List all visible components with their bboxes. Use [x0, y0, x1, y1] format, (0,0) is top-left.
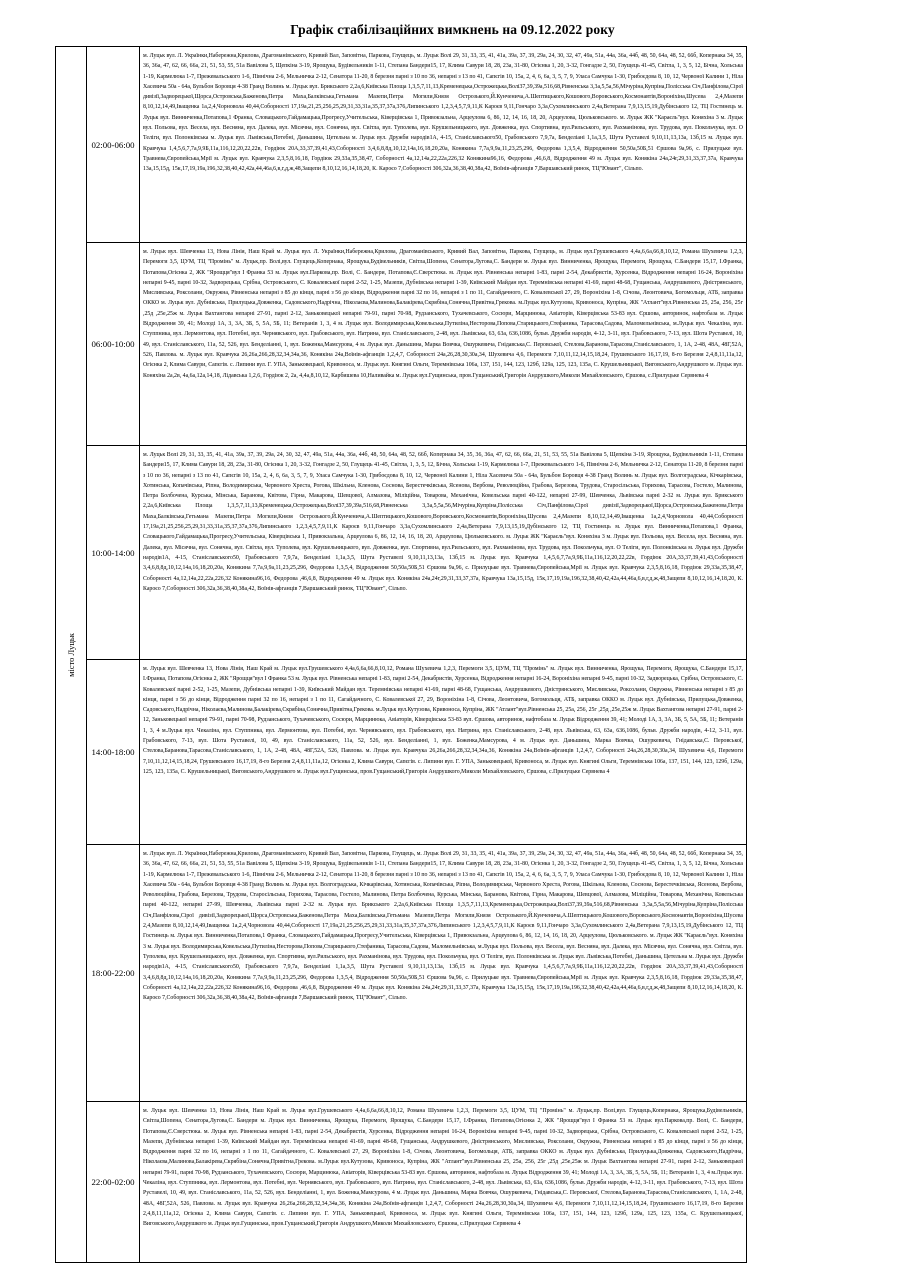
streets-list: м. Луцьк вул. Л. Українки,Набережна,Крилова, Драгоманівського, Кривий Вал, Заповітна, Паркова, Глущець, м. Луцьк Волі 29, 31, 33, 35, 41, 41а, 39а, 37, 39, 29а, 24, 30, 32, 47, 49а, 51а, 44а, 36а, 44б, 48, 50, 64а, 48, 52, 66б, Копернака 34, 35, 36, 36а, 47, 62, 66, 66а, 21, 51, 53, 55, 51а Вавілова 5, Щепкіна 3-19, Ярощука, Будівельників 1-11, Степана Бандери15, 17, Клима Савури 18, 28, 23а, 31-80, Огієнка 1, 20, 3-32, Гонгадзе 2, 50, Глущець 41-45, Світла, 1, 3, 5, 12, Бічна, Хольська 1-19, Кармелюка 1-7, Прежевальського 1-6, Північна 2-6, Мельничка 2-12, Сенатора 11-20, 8 березня парні з 10 по 36, непарні з 13 по 41, Сапєгів 10, 15а, 2, 4, 6, 6а, 3, 5, 7, 9, Уласа Самчука 1-30, Грибоєдова 8, 10, 12, Червоної Калини 1, Нілa Хасевича 50а - 64а, Бульбон Боровця 4-38 Гранд Волинь м. Луцьк вул. Брикського 2,2а,6,Київська Площа 1,3,5,7,11,13,Кременецька,Острожецька,Волі37,39,39а,516,68,Рівненська 3,3а,5,5а,56,Мічуріна,Купріна,Полісська Січ,Панфілова,Сірої дивізії,Задворецької,Щорса,Островська,Баженова,Петра Маха,Балківська,Гетьмана Мазепи,Петра Могили,Князя Острозького,Й.Кунченича,А.Шептицького,Кошового,Воровського,Космонавтів,Вороніхіна,Шусева 2,4,Мазепи 8,10,12,14,49,Іващенка 1а,2,4,Чорновола 40,44,Соборності 17,19а,21,25,256,25,29,31,33,31а,35,37,37а,376,Липинського 1,2,3,4,5,7,9,11,К Кароєв 9,11,Гончаро 3,3а,Сухомлинського 2,4а,Ветерана 7,9,13,15,19,Дубінського 12, ТЦ Гостинець м. Луцьк вул. Винниченка,Потапова,1 Франка, Словацького,Гайдамацька,Прогресу,Учительська, Ківерцівська 1, Привокзальна, Арцеулова 6, 86, 12, 14, 16, 18, 20, Арцеулова, Цюльковського. м. Луцьк ЖК "Караєль"вул. Коняхіна 3 м. Луцьк вул. Польова, вул. Весела, вул. Весняна, вул. Далека, вул. Місячна, вул. Сонячна, вул. Світла, вул. Туполева, вул. Крушельницького, вул. Довженка, вул. Спортивна, вул.Рильського, вул. Рахманінова, вул. Трудова, вул. Покольчука, вул. О Теліги, вул. Полонківська м. Луцьк вул. Львівська,Потебні, Даньшина, Цетельна м. Луцьк вул. Дружби народів1А, 4-15, Станіславського50, Грабовського 7,9,7а, Бенделіані 1,1а,3,5, Шута Руставелі 9,10,11,13,13а, 13б,15 м. Луцьк вул. Кравчука 1,4,5,6,7,7а,9,9Б,11а,116,12,20,22,22в, Гордіюк 20А,33,37,39,41,43,Соборності 3,4,6,8,8д,10,12,14а,16,18,20,20а, Конякина 7,7а,9,9а,11,23,25,296, Федорова 1,3,5,4, Відродження 50,50а,50Б,51 Єршова 9а,96, с. Прилуцьке вул. Травнева,Європейська,Мрії м. Луцьк вул. Кравчука 2,3,5,8,16,18, Гордіюк 29,33а,35,38,47, Соборності 4а,12,14а,22,22а,226,32 Конякина96,16, Федорова ,46,6,8, Відродження 49 м. Луцьк вул. Конякіна 24а,24г,29,31,33,37,37а, Кравчука 13а,15,15д, 15к,17,19,19а,196,32,38,40,42,42а,44,46а,6,в,г,д,ж,48,Защепи 8,10,12,16,14,18,20, К. Кароєо 7,Соборності 306,32а,36,38,40,38а,42, Воїнів-афганців 7,Варшавський ринок, ТЦ"Ювант", Сільпо. [143, 53, 743, 173]
streets-list: м. Луцьк вул. Л. Українки,Набережна,Крилова, Драгоманівського, Кривий Вал, Заповітна, Паркова, Глущець, м. Луцьк Волі 29, 31, 33, 35, 41, 41а, 39а, 37, 39, 29а, 24, 30, 32, 47, 49а, 51а, 44а, 36а, 44б, 48, 50, 64а, 48, 52, 66б, Копернака 34, 35, 36, 36а, 47, 62, 66, 66а, 21, 51, 53, 55, 51а Вавілова 5, Щепкіна 3-19, Ярощука, Будівельників 1-11, Степана Бандери15, 17, Клима Савури 18, 28, 23а, 31-80, Огієнка 1, 20, 3-32, Гонгадзе 2, 50, Глущець 41-45, Світла, 1, 3, 5, 12, Бічна, Хольська 1-19, Кармелюка 1-7, Прежевальського 1-6, Північна 2-6, Мельничка 2-12, Сенатора 11-20, 8 березня парні з 10 по 36, непарні з 13 по 41, Сапєгів 10, 15а, 2, 4, 6, 6а, 3, 5, 7, 9, Уласа Самчука 1-30, Грибоєдова 8, 10, 12, Червоної Калини 1, Нілa Хасевича 50а - 64а, Бульбон Боровця 4-38 Гранд Волинь м. Луцьк вул. Волгоградська, Кічкарівська, Хотинська, Копачівська, Ріпна, Володимирська, Червоного Хреста, Рогова, Шкільна, Кленова, Соснова, Берестечківська, Ясенова, Вербова, Революційна, Грабова, Березова, Трудова, Старосільська, Горихова, Тарасова, Гостело, Малинова, Петра Болбочена, Курська, Мінська, Баранова, Квітова, Гірна, Макарова, Шевцової, Алмазова, Міліційна, Товарова, Механічна, Ковельська парні 40-122, непарні 27-99, Шевченка, Львівська парні 2-32 м. Луцьк вул. Брикського 2,2а,6,Київська Площа 1,3,5,7,11,13,Кременецька,Острожецька,Волі37,39,39а,516,68,Рівненська 3,3а,5,5а,56,Мічуріна,Купріна,Полісська Січ,Панфілова,Сірої дивізії,Задворецької,Щорса,Островська,Баженова,Петра Маха,Балківська,Гетьмана Мазепи,Петра Могили,Князя Острозького,Й.Кунченича,А.Шептицького,Кошового,Воровського,Космонавтів,Вороніхіна,Шусева 2,4,Мазепи 8,10,12,14,49,Іващенка 1а,2,4,Чорновола 40,44,Соборності 17,19а,21,25,256,25,29,31,33,31а,35,37,37а,376,Липинського 1,2,3,4,5,7,9,11,К Кароєв 9,11,Гончаро 3,3а,Сухомлинського 2,4а,Ветерана 7,9,13,15,19,Дубінського 12, ТЦ Гостинець м. Луцьк вул. Винниченка,Потапова,1 Франка, Словацького,Гайдамацька,Прогресу,Учительська, Ківерцівська 1, Привокзальна, Арцеулова 6, 86, 12, 14, 16, 18, 20, Арцеулова, Цюльковського. м. Луцьк ЖК "Караєль"вул. Коняхіна 3 м. Луцьк вул. Володимирська,Ковельська,Путиліна,Несторова,Попова,Старицького,Стефаника, Тарасова,Садова, Маломельнівська, м.Луцьк вул. Польова, вул. Весела, вул. Весняна, вул. Далека, вул. Місячна, вул. Сонячна, вул. Світла, вул. Туполева, вул. Крушельницького, вул. Довженка, вул. Спортивна, вул.Рильського, вул. Рахманінова, вул. Трудова, вул. Покольчука, вул. О Теліги, вул. Полонківська м. Луцьк вул. Львівська,Потебні, Даньшина, Цетельна м. Луцьк вул. Дружби народів1А, 4-15, Станіславського50, Грабовського 7,9,7а, Бенделіані 1,1а,3,5, Шута Руставелі 9,10,11,13,13а, 13б,15 м. Луцьк вул. Кравчука 1,4,5,6,7,7а,9,9Б,11а,116,12,20,22,22в, Гордіюк 20А,33,37,39,41,43,Соборності 3,4,6,8,8д,10,12,14а,16,18,20,20а, Конякина 7,7а,9,9а,11,23,25,296, Федорова 1,3,5,4, Відродження 50,50а,50Б,51 Єршова 9а,96, с. Прилуцьке вул. Травнева,Європейська,Мрії м. Луцьк вул. Кравчука 2,3,5,8,16,18, Гордіюк 29,33а,35,38,47, Соборності 4а,12,14а,22,22а,226,32 Конякина96,16, Федорова ,46,6,8, Відродження 49 м. Луцьк вул. Конякіна 24а,24г,29,31,33,37,37а, Кравчука 13а,15,15д, 15к,17,19,19а,196,32,38,40,42,42а,44,46а,6,в,г,д,ж,48,Защепи 8,10,12,16,14,18,20, К. Кароєо 7,Соборності 306,32а,36,38,40,38а,42, Воїнів-афганців 7,Варшавський ринок, ТЦ"Ювант", Сільпо. [143, 851, 743, 1002]
schedule-row [56, 243, 747, 446]
schedule-row [56, 845, 747, 1102]
streets-cell [140, 1102, 747, 1263]
time-slot: 22:00-02:00 [87, 1102, 140, 1263]
streets-list: м. Луцьк Волі 29, 31, 33, 35, 41, 41а, 39а, 37, 39, 29а, 24, 30, 32, 47, 49а, 51а, 44а, 36а, 44б, 48, 50, 64а, 48, 52, 66б, Копернака 34, 35, 36, 36а, 47, 62, 66, 66а, 21, 51, 53, 55, 51а Вавілова 5, Щепкіна 3-19, Ярощука, Будівельників 1-11, Степана Бандери15, 17, Клима Савури 18, 28, 23а, 31-80, Огієнка 1, 20, 3-32, Гонгадзе 2, 50, Глущець 41-45, Світла, 1, 3, 5, 12, Бічна, Хольська 1-19, Кармелюка 1-7, Прежевальського 1-6, Північна 2-6, Мельничка 2-12, Сенатора 11-20, 8 березня парні з 10 по 36, непарні з 13 по 41, Сапєгів 10, 15а, 2, 4, 6, 6а, 3, 5, 7, 9, Уласа Самчука 1-30, Грибоєдова 8, 10, 12, Червоної Калини 1, Нілa Хасевича 50а - 64а, Бульбон Боровця 4-38 Гранд Волинь м. Луцьк вул. Волгоградська, Кічкарівська, Хотинська, Копачівська, Ріпна, Володимирська, Червоного Хреста, Рогова, Шкільна, Кленова, Соснова, Берестечківська, Ясенова, Вербова, Революційна, Грабова, Березова, Трудова, Старосільська, Горихова, Тарасова, Гостело, Малинова, Петра Болбочена, Курська, Мінська, Баранова, Квітова, Гірна, Макарова, Шевцової, Алмазова, Міліційна, Товарова, Механічна, Ковельська парні 40-122, непарні 27-99, Шевченка, Львівська парні 2-32 м. Луцьк вул. Брикського 2,2а,6,Київська Площа 1,3,5,7,11,13,Кременецька,Острожецька,Волі37,39,39а,516,68,Рівненська 3,3а,5,5а,56,Мічуріна,Купріна,Полісська Січ,Панфілова,Сірої дивізії,Задворецької,Щорса,Островська,Баженова,Петра Маха,Балківська,Гетьмана Мазепи,Петра Могили,Князя Острозького,Й.Кунченича,А.Шептицького,Кошового,Воровського,Космонавтів,Вороніхіна,Шусева 2,4,Мазепи 8,10,12,14,49,Іващенка 1а,2,4,Чорновола 40,44,Соборності 17,19а,21,25,256,25,29,31,33,31а,35,37,37а,376,Липинського 1,2,3,4,5,7,9,11,К Кароєв 9,11,Гончаро 3,3а,Сухомлинського 2,4а,Ветерана 7,9,13,15,19,Дубінського 12, ТЦ Гостинець м. Луцьк вул. Винниченка,Потапова,1 Франка, Словацького,Гайдамацька,Прогресу,Учительська, Ківерцівська 1, Привокзальна, Арцеулова 6, 86, 12, 14, 16, 18, 20, Арцеулова, Цюльковського. м. Луцьк ЖК "Караєль"вул. Коняхіна 3 м. Луцьк вул. Польова, вул. Весела, вул. Весняна, вул. Далека, вул. Місячна, вул. Сонячна, вул. Світла, вул. Туполева, вул. Крушельницького, вул. Довженка, вул. Спортивна, вул.Рильського, вул. Рахманінова, вул. Трудова, вул. Покольчука, вул. О Теліги, вул. Полонківська м. Луцьк вул. Дружби народів1А, 4-15, Станіславського50, Грабовського 7,9,7а, Бенделіані 1,1а,3,5, Шута Руставелі 9,10,11,13,13а, 13б,15 м. Луцьк вул. Кравчука 1,4,5,6,7,7а,9,9Б,11а,116,12,20,22,22в, Гордіюк 20А,33,37,39,41,43,Соборності 3,4,6,8,8д,10,12,14а,16,18,20,20а, Конякина 7,7а,9,9а,11,23,25,296, Федорова 1,3,5,4, Відродження 50,50а,50Б,51 Єршова 9а,96, с. Прилуцьке вул. Травнева,Європейська,Мрії м. Луцьк вул. Кравчука 2,3,5,8,16,18, Гордіюк 29,33а,35,38,47, Соборності 4а,12,14а,22,22а,226,32 Конякина96,16, Федорова ,46,6,8, Відродження 49 м. Луцьк вул. Конякіна 24а,24г,29,31,33,37,37а, Кравчука 13а,15,15д, 15к,17,19,19а,196,32,38,40,42,42а,44,46а,6,в,г,д,ж,48,Защепи 8,10,12,16,14,18,20, К. Кароєо 7,Соборності 306,32а,36,38,40,38а,42, Воїнів-афганців 7,Варшавський ринок, ТЦ"Ювант", Сільпо. [143, 452, 743, 592]
streets-list: м. Луцьк вул. Шевченка 13, Нова Лінія, Наш Край м. Луцьк вул.Грушевського 4,4а,6,6а,66,8,10,12, Романа Шухевича 1,2,3, Перемоги 3,5, ЦУМ, ТЦ "Промінь" м. Луцьк вул. Винниченка, Ярощука, Перемоги, Ярощука, С.Бандери 15,17, І.Франка, Потапова,Огієнка 2, ЖК "Ярощця"вул І Франка 53 м. Луцьк вул. Рівненська непарні 1-83, парні 2-54, Декабристів, Хурсенка, Відродження непарні 16-24, Вороніхіна непарні 9-45, парні 10-32, Задворецька, Срібна, Островського, С. Ковалевської парні 2-52, 1-25, Мазепи, Дубнівська непарні 1-39, Київський Майдан вул. Теремнівська непарні 41-69, парні 48-68, Гущанська, Андрушкевого, Дністрянського, Мисливська, Роксолани, Окружна, Рівненська непарні з 85 до кінця, парні з 56 до кінця, Відродження парні 32 по 16, непарні з 1 по 11, Сагайдачного, С. Ковалевської 27, 29, Вороніхіна 1-8, Січова, Леонтовича, Богомольця, АТБ, заправка ОККО м. Луцьк вул. Дубнівська, Прилуцька,Довженка, Садовського,Надрічна, Ніколаєва,Малинова,Балакірева,Скрябіна,Сонячна,Привітна,Грекова. м.Луцьк вул.Кутузова, Кривоноса, Купріна, ЖК "Атлант"вул.Рівненська 25, 25а, 256, 25г ,25д ,25е,25ж м. Луцьк Вахтангова непарні 27-91, парні 2-12, Заньковецької непарні 79-91, парні 70-98, Рудзанського, Тухачевського, Сосюри, Марцинюка, Авіаторів, Ківерцівська 53-83 вул. Єршова, авторинок, нафтобаза м. Луцьк Відродження 39, 41; Молоді 1А, 3, 3А, 3Б, 5, 5А, 5Б, 11; Ветеранів 1, 3, 4 м.Луцьк вул. Чекаліна, вул. Ступпника, вул. Лермонтова, вул. Потебні, вул. Чернявського, вул. Грабовського, вул. Натрина, вул. Станіславського, 2-48, вул. Львівська, 63, 63а, 636,1086, бульв. Дружби народів, 4-12, 3-11, вул. Грабовського, 7-13, вул. Шота Руставелі, 10, 49, вул. Станіславського, 11а, 52, 526, вул. Бенделіанні, 1, вул. Боженка,Мамсурова, 4 м. Луцьк вул. Даньшина, Марка Вовчка, Ошуркевича, Гнідавська,С. Перовської, Стелова,Баранова,Тарасова,Станіславського, 1, 1А, 2-48, 48А, 48Г,52А, 526, Павлова. м. Луцьк вул. Кравчука 26,26а,266,28,32,34,34а,36, Конякіна 24а,Воїнів-афганців 1,2,4,7, Соборності 24а,26,28,30,30а,34, Шухевича 4,6, Перемоги 7,10,11,12,14,15,18,24, Грушевського 16,17,19, 8-го Березня 2,4,8,11,11а,12, Огієнка 2, Клима Савури, Сапєгів. с. Липини вул. Г. УПА, Заньковецької, Кривоноса, м. Луцьк вул. Княгині Ольги, Теремнівська 106а, 137, 151, 144, 123, 129б, 129а, 125, 123, 135а, С. Крушельницької, Виговського,Андрушкого м. Луцьк вул.Гущинська, пров.Гущанський,Григорія Андрушкого,Миколи Михайловського, Єршова, с.Прилуцьке Сервнева 4 [143, 666, 743, 775]
streets-list: м. Луцьк вул. Шевченка 13, Нова Лінія, Наш Край м. Луцьк вул. Л. Українки,Набережна,Крилова, Драгоманівського, Кривий Вал, Заповітна, Паркова, Глущець, м. Луцьк вул.Грушевського 4,4а,6,6а,66,8,10,12, Романа Шухевича 1,2,3, Перемоги 3,5, ЦУМ, ТЦ "Промінь" м. Луцьк,пр. Волі,вул. Глущець,Копернака, Ярощука,Будівельників, Світла,Шопена, Сенатора,Лугова,С. Бандери м. Луцьк вул. Винниченка, Ярощука, Перемоги, Ярощука, С.Бандери 15,17, І.Франка, Потапова,Огієнка 2, ЖК "Ярощця"вул І Франка 53 м. Луцьк вул.Паркова,пр. Волі, С. Бандери, Потапова,Є.Сверстюка. м. Луцьк вул. Рівненська непарні 1-83, парні 2-54, Декабристів, Хурсенка, Відродження непарні 16-24, Вороніхіна непарні 9-45, парні 10-32, Задворецька, Срібна, Островського, С. Ковалевської парні 2-52, 1-25, Мазепи, Дубнівська непарні 1-39, Київський Майдан вул. Теремнівська непарні 41-69, парні 48-68, Гущанська, Андрушкевого, Дністрянського, Мисливська, Роксолани, Окружна, Рівненська непарні з 85 до кінця, парні з 56 до кінця, Відродження парні 32 по 16, непарні з 1 по 11, Сагайдачного, С. Ковалевської 27, 29, Вороніхіна 1-8, Січова, Леонтовича, Богомольця, АТБ, заправка ОККО м. Луцьк вул. Дубнівська, Прилуцька,Довженка, Садовського,Надрічна, Ніколаєва,Малинова,Балакірева,Скрябіна,Сонячна,Привітна,Грекова. м.Луцьк вул.Кутузова, Кривоноса, Купріна, ЖК "Атлант"вул.Рівненська 25, 25а, 256, 25г ,25д ,25е,25ж м. Луцьк Вахтангова непарні 27-91, парні 2-12, Заньковецької непарні 79-91, парні 70-98, Рудзанського, Тухачевського, Сосюри, Марцинюка, Авіаторів, Ківерцівська 53-83 вул. Єршова, авторинок, нафтобаза м. Луцьк Відродження 39, 41; Молоді 1А, 3, 3А, 3Б, 5, 5А, 5Б, 11; Ветеранів 1, 3, 4 м. Луцьк вул. Володимирська,Ковельська,Путиліна,Несторова,Попова,Старицького,Стефаника, Тарасова,Садова, Маломельнівська, м.Луцьк вул. Чекаліна, вул. Ступпника, вул. Лермонтова, вул. Потебні, вул. Чернявського, вул. Грабовського, вул. Натрина, вул. Станіславського, 2-48, вул. Львівська, 63, 63а, 636,1086, бульв. Дружби народів, 4-12, 3-11, вул. Грабовського, 7-13, вул. Шота Руставелі, 10, 49, вул. Станіславського, 11а, 52, 526, вул. Бенделіанні, 1, вул. Боженка,Мамсурова, 4 м. Луцьк вул. Даньшина, Марка Вовчка, Ошуркевича, Гнідавська,С. Перовської, Стелова,Баранова,Тарасова,Станіславського, 1, 1А, 2-48, 48А, 48Г,52А, 526, Павлова. м. Луцьк вул. Кравчука 26,26а,266,28,32,34,34а,36, Конякіна 24а,Воїнів-афганців 1,2,4,7, Соборності 24а,26,28,30,30а,34, Шухевича 4,6, Перемоги 7,10,11,12,14,15,18,24, Грушевського 16,17,19, 8-го Березня 2,4,8,11,11а,12, Огієнка 2, Клима Савури, Сапєгів. с. Липини вул. Г. УПА, Заньковецької, Кривоноса, м. Луцьк вул. Княгині Ольги, Теремнівська 106а, 137, 151, 144, 123, 129б, 129а, 125, 123, 135а, С. Крушельницької, Виговського,Андрушкого м. Луцьк вул. Коняхіна 2а,2в, 4а,6а,12а,14,18, Лідавська 1,2,6, Гордіюк 2, 2а, 4,4а,8,10,12, Карбишева 10,Наливайка м. Луцьк вул.Гущинська, пров.Гущанський,Григорія Андрушкого,Миколи Михайловського, Єршова, с.Прилуцьке Сервнева 4 [143, 249, 743, 379]
streets-cell [140, 446, 747, 660]
streets-cell [140, 845, 747, 1102]
time-slot: 02:00-06:00 [87, 47, 140, 243]
streets-list: м. Луцьк вул. Шевченка 13, Нова Лінія, Наш Край м. Луцьк вул.Грушевського 4,4а,6,6а,66,8,10,12, Романа Шухевича 1,2,3, Перемоги 3,5, ЦУМ, ТЦ "Промінь" м. Луцьк,пр. Волі,вул. Глущець,Копернака, Ярощука,Будівельників, Світла,Шопена, Сенатора,Лугова,С. Бандери м. Луцьк вул. Винниченка, Ярощука, Перемоги, Ярощука, С.Бандери 15,17, І.Франка, Потапова,Огієнка 2, ЖК "Ярощця"вул І Франка 53 м. Луцьк вул.Паркова,пр. Волі, С. Бандери, Потапова,Є.Сверстюка. м. Луцьк вул. Рівненська непарні 1-83, парні 2-54, Декабристів, Хурсенка, Відродження непарні 16-24, Вороніхіна непарні 9-45, парні 10-32, Задворецька, Срібна, Островського, С. Ковалевської парні 2-52, 1-25, Мазепи, Дубнівська непарні 1-39, Київський Майдан вул. Теремнівська непарні 41-69, парні 48-68, Гущанська, Андрушкевого, Дністрянського, Мисливська, Роксолани, Окружна, Рівненська непарні з 85 до кінця, парні з 56 до кінця, Відродження парні 32 по 16, непарні з 1 по 11, Сагайдачного, С. Ковалевської 27, 29, Вороніхіна 1-8, Січова, Леонтовича, Богомольця, АТБ, заправка ОККО м. Луцьк вул. Дубнівська, Прилуцька,Довженка, Садовського,Надрічна, Ніколаєва,Малинова,Балакірева,Скрябіна,Сонячна,Привітна,Грекова. м.Луцьк вул.Кутузова, Кривоноса, Купріна, ЖК "Атлант"вул.Рівненська 25, 25а, 256, 25г ,25д ,25е,25ж м. Луцьк Вахтангова непарні 27-91, парні 2-12, Заньковецької непарні 79-91, парні 70-98, Рудзанського, Тухачевського, Сосюри, Марцинюка, Авіаторів, Ківерцівська 53-83 вул. Єршова, авторинок, нафтобаза м. Луцьк Відродження 39, 41; Молоді 1А, 3, 3А, 3Б, 5, 5А, 5Б, 11; Ветеранів 1, 3, 4 м.Луцьк вул. Чекаліна, вул. Ступпника, вул. Лермонтова, вул. Потебні, вул. Чернявського, вул. Грабовського, вул. Натрина, вул. Станіславського, 2-48, вул. Львівська, 63, 63а, 636,1086, бульв. Дружби народів, 4-12, 3-11, вул. Грабовського, 7-13, вул. Шота Руставелі, 10, 49, вул. Станіславського, 11а, 52, 526, вул. Бенделіанні, 1, вул. Боженка,Мамсурова, 4 м. Луцьк вул. Даньшина, Марка Вовчка, Ошуркевича, Гнідавська,С. Перовської, Стелова,Баранова,Тарасова,Станіславського, 1, 1А, 2-48, 48А, 48Г,52А, 526, Павлова. м. Луцьк вул. Кравчука 26,26а,266,28,32,34,34а,36, Конякіна 24а,Воїнів-афганців 1,2,4,7, Соборності 24а,26,28,30,30а,34, Шухевича 4,6, Перемоги 7,10,11,12,14,15,18,24, Грушевського 16,17,19, 8-го Березня 2,4,8,11,11а,12, Огієнка 2, Клима Савури, Сапєгів. с. Липини вул. Г. УПА, Заньковецької, Кривоноса, м. Луцьк вул. Княгині Ольги, Теремнівська 106а, 137, 151, 144, 123, 129б, 129а, 125, 123, 135а, С. Крушельницької, Виговського,Андрушкого м. Луцьк вул.Гущинська, пров.Гущанський,Григорія Андрушкого,Миколи Михайловського, Єршова, с.Прилуцьке Сервнева 4 [143, 1108, 743, 1228]
schedule-row [56, 660, 747, 845]
schedule-row [56, 47, 747, 243]
city-cell [56, 47, 87, 1263]
time-slot: 10:00-14:00 [87, 446, 140, 660]
streets-cell [140, 47, 747, 243]
time-slot: 06:00-10:00 [87, 243, 140, 446]
page-title: Графік стабілізаційних вимкнень на 09.12.2022 року [290, 22, 615, 37]
city-label: місто Луцьк [66, 632, 76, 677]
time-slot: 14:00-18:00 [87, 660, 140, 845]
schedule-row [56, 1102, 747, 1263]
outage-schedule-table [55, 46, 747, 1263]
time-slot: 18:00-22:00 [87, 845, 140, 1102]
streets-cell [140, 660, 747, 845]
streets-cell [140, 243, 747, 446]
schedule-row [56, 446, 747, 660]
